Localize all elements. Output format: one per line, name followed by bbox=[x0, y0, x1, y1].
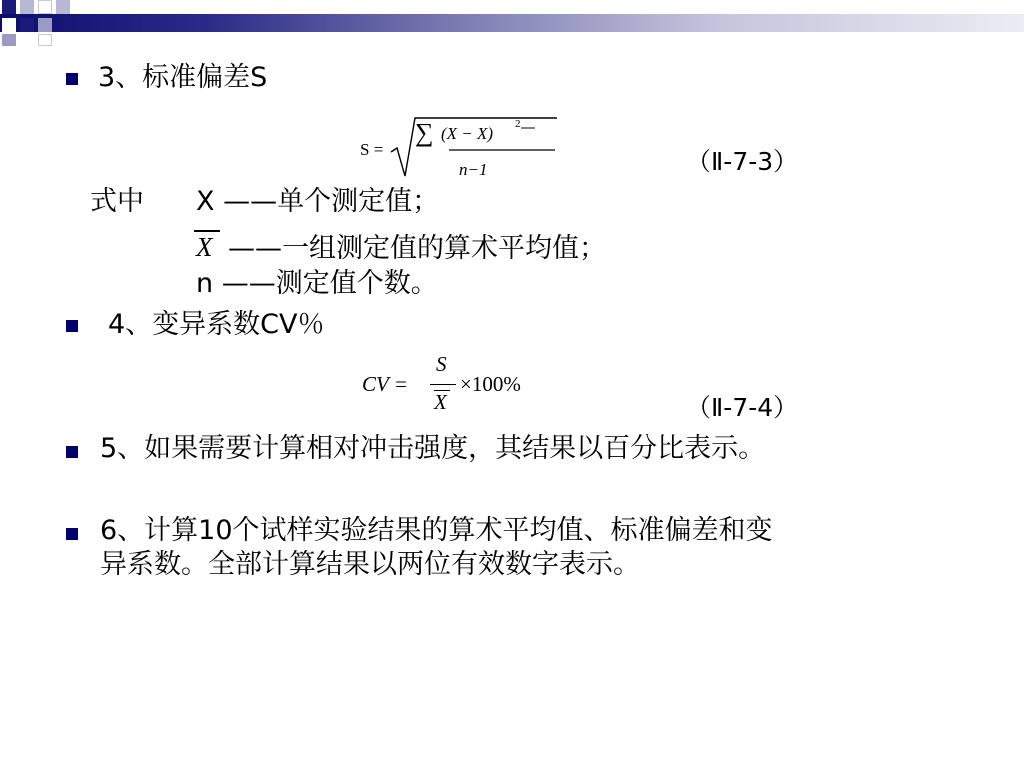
deco-square bbox=[20, 18, 34, 32]
bullet bbox=[66, 446, 78, 458]
item3-text: 、标准偏差S bbox=[115, 62, 268, 93]
item6-line1: 6、计算10个试样实验结果的算术平均值、标准偏差和变 bbox=[100, 515, 773, 546]
formula1-reference: （Ⅱ-7-3） bbox=[686, 147, 799, 176]
where-line2 bbox=[194, 224, 714, 268]
bullet bbox=[66, 73, 78, 85]
item4-text: 、变异系数CV％ bbox=[125, 309, 325, 340]
item6-line2: 异系数。全部计算结果以两位有效数字表示。 bbox=[100, 549, 640, 580]
where-prefix: 式中 bbox=[90, 186, 144, 217]
formula2-lhs: CV = bbox=[362, 372, 408, 396]
symbol-n: n bbox=[196, 268, 214, 299]
item3-number: 3 bbox=[98, 62, 116, 93]
deco-square bbox=[2, 18, 16, 32]
symbol-x-bar: X bbox=[196, 232, 213, 262]
formula-std-dev bbox=[355, 110, 535, 185]
item5-text: 5、如果需要计算相对冲击强度，其结果以百分比表示。 bbox=[100, 433, 766, 464]
deco-square bbox=[20, 0, 34, 14]
formula2-denominator: X bbox=[434, 390, 447, 414]
header-decoration bbox=[0, 0, 1024, 46]
where-line1 bbox=[196, 186, 439, 218]
deco-square bbox=[2, 0, 16, 14]
formula1-numerator: (X − X) bbox=[441, 124, 494, 143]
where-line3 bbox=[196, 268, 438, 300]
formula2-reference: （Ⅱ-7-4） bbox=[686, 393, 799, 422]
deco-square bbox=[38, 18, 52, 32]
where-line3-text: ——测定值个数。 bbox=[221, 268, 438, 299]
formula-cv bbox=[360, 352, 560, 422]
formula2-numerator: S bbox=[436, 352, 447, 376]
formula1-exponent: 2 bbox=[515, 118, 521, 130]
deco-square bbox=[38, 34, 52, 46]
formula1-lhs: S = bbox=[360, 140, 384, 159]
bullet bbox=[66, 528, 78, 540]
where-line2-text: ——一组测定值的算术平均值； bbox=[228, 233, 606, 264]
sigma-symbol: ∑ bbox=[415, 118, 434, 147]
symbol-x: X bbox=[196, 186, 215, 217]
bullet bbox=[66, 320, 78, 332]
header-gradient-bar bbox=[0, 14, 1024, 32]
deco-square bbox=[38, 0, 52, 14]
formula2-tail: ×100% bbox=[460, 372, 521, 396]
fraction-bar bbox=[430, 384, 456, 385]
item4-heading bbox=[108, 309, 325, 341]
where-line1-text: ——单个测定值； bbox=[223, 186, 440, 217]
item3-heading bbox=[98, 62, 267, 94]
deco-square bbox=[56, 0, 70, 14]
item4-number: 4 bbox=[108, 309, 126, 340]
deco-square bbox=[2, 34, 16, 46]
formula1-denominator: n−1 bbox=[459, 160, 488, 179]
